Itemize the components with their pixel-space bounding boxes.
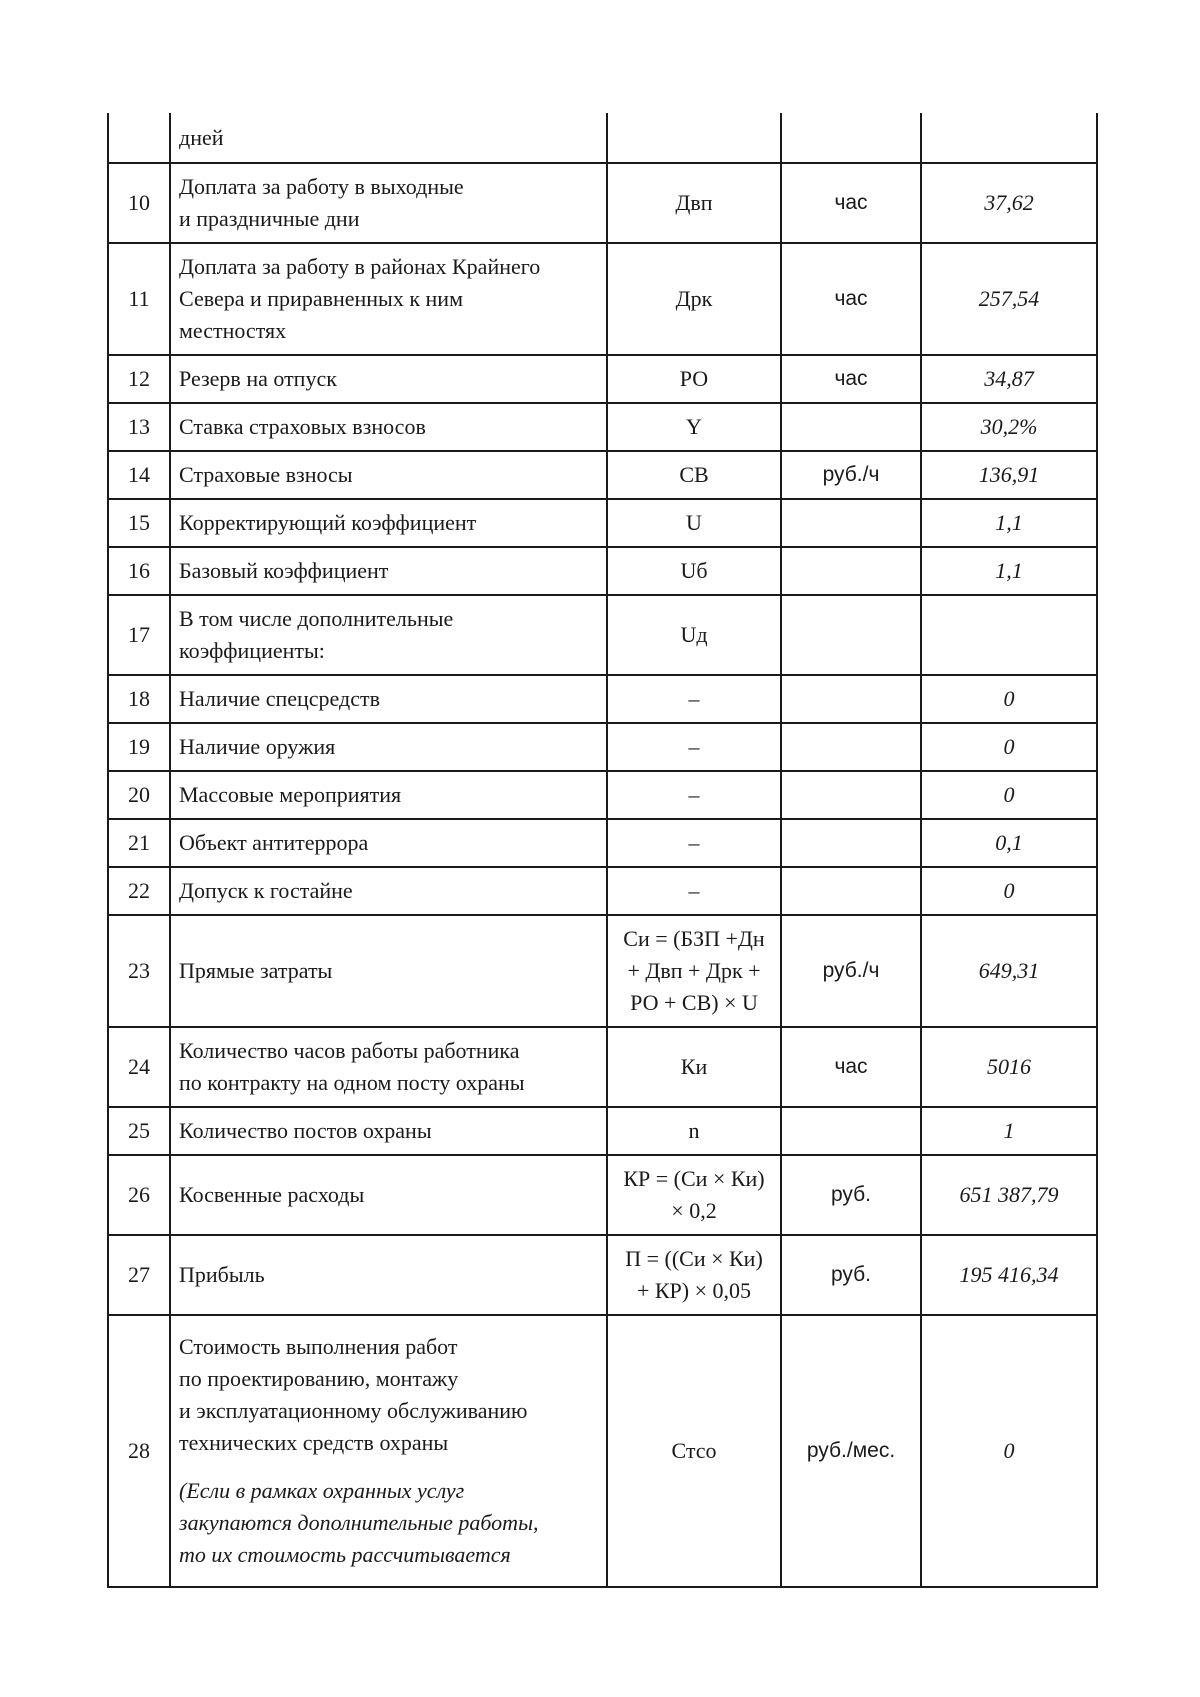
row-unit-cell: час <box>781 163 921 243</box>
row-unit-cell <box>781 867 921 915</box>
table-row <box>108 675 1097 723</box>
row-name-cell <box>170 451 607 499</box>
row-value-cell: 1 <box>921 1107 1097 1155</box>
row-number-cell: 18 <box>108 675 170 723</box>
row-note-line: закупаются дополнительные работы, <box>179 1510 539 1535</box>
row-name-cell <box>170 355 607 403</box>
row-name-cell <box>170 723 607 771</box>
row-value-cell: 136,91 <box>921 451 1097 499</box>
row-number-cell: 21 <box>108 819 170 867</box>
row-number-cell: 15 <box>108 499 170 547</box>
row-name-line: Наличие оружия <box>179 734 336 759</box>
row-symbol-cell <box>607 403 781 451</box>
row-name-line: Севера и приравненных к ним <box>179 286 463 311</box>
row-number-cell: 22 <box>108 867 170 915</box>
row-unit-cell <box>781 771 921 819</box>
row-value-cell <box>921 113 1097 163</box>
row-name-line: Ставка страховых взносов <box>179 414 426 439</box>
row-symbol-line: Стсо <box>671 1438 717 1463</box>
row-value-cell: 0 <box>921 675 1097 723</box>
row-unit-cell <box>781 1107 921 1155</box>
row-number-cell: 25 <box>108 1107 170 1155</box>
table-row <box>108 867 1097 915</box>
row-number-cell: 19 <box>108 723 170 771</box>
row-name-line: Страховые взносы <box>179 462 353 487</box>
row-number-cell: 16 <box>108 547 170 595</box>
row-name-cell <box>170 915 607 1027</box>
table-row <box>108 451 1097 499</box>
table-row <box>108 547 1097 595</box>
row-number-cell: 24 <box>108 1027 170 1107</box>
row-unit-cell: руб./ч <box>781 915 921 1027</box>
row-number-cell: 14 <box>108 451 170 499</box>
row-name-cell <box>170 819 607 867</box>
row-symbol-cell <box>607 675 781 723</box>
row-symbol-line: РО <box>679 366 709 391</box>
row-symbol-line: n <box>688 1118 700 1143</box>
row-symbol-cell <box>607 113 781 163</box>
row-value-cell: 0 <box>921 1315 1097 1587</box>
row-name-line: Косвенные расходы <box>179 1182 365 1207</box>
row-symbol-cell <box>607 867 781 915</box>
row-symbol-line: Си = (БЗП +Дн <box>623 926 765 951</box>
row-number-cell: 28 <box>108 1315 170 1587</box>
row-name-cell <box>170 595 607 675</box>
row-number-cell: 26 <box>108 1155 170 1235</box>
row-symbol-line: Y <box>686 414 702 439</box>
row-name-line: Допуск к гостайне <box>179 878 353 903</box>
row-note-line: то их стоимость рассчитывается <box>179 1542 511 1567</box>
row-number-cell <box>108 113 170 163</box>
row-name-line: Стоимость выполнения работ <box>179 1334 458 1359</box>
row-note-line: (Если в рамках охранных услуг <box>179 1478 465 1503</box>
table-row <box>108 819 1097 867</box>
row-symbol-cell <box>607 451 781 499</box>
row-symbol-cell <box>607 499 781 547</box>
table-row <box>108 915 1097 1027</box>
row-value-cell: 0 <box>921 867 1097 915</box>
row-symbol-line: РО + СВ) × U <box>630 990 758 1015</box>
row-name-line: Массовые мероприятия <box>179 782 402 807</box>
row-unit-cell <box>781 499 921 547</box>
row-symbol-cell <box>607 771 781 819</box>
row-symbol-line: – <box>688 686 700 711</box>
row-unit-cell <box>781 675 921 723</box>
table-row <box>108 1235 1097 1315</box>
row-symbol-line: – <box>688 734 700 759</box>
table-row <box>108 1107 1097 1155</box>
row-value-cell: 0,1 <box>921 819 1097 867</box>
row-symbol-line: + Двп + Дрк + <box>627 958 761 983</box>
table-row <box>108 355 1097 403</box>
table-row <box>108 771 1097 819</box>
row-unit-cell: руб./мес. <box>781 1315 921 1587</box>
row-symbol-line: СВ <box>679 462 709 487</box>
row-unit-cell: руб. <box>781 1235 921 1315</box>
row-unit-cell: час <box>781 355 921 403</box>
row-value-cell: 5016 <box>921 1027 1097 1107</box>
row-unit-cell: руб. <box>781 1155 921 1235</box>
row-name-line: В том числе дополнительные <box>179 606 454 631</box>
table-row <box>108 723 1097 771</box>
row-value-cell: 649,31 <box>921 915 1097 1027</box>
row-number-cell: 17 <box>108 595 170 675</box>
row-symbol-line: Uд <box>680 622 708 647</box>
row-name-line: Доплата за работу в районах Крайнего <box>179 254 541 279</box>
row-value-cell: 257,54 <box>921 243 1097 355</box>
row-name-cell <box>170 1027 607 1107</box>
row-symbol-line: – <box>688 782 700 807</box>
row-number-cell: 20 <box>108 771 170 819</box>
row-symbol-cell <box>607 723 781 771</box>
row-symbol-cell <box>607 1235 781 1315</box>
row-symbol-cell <box>607 1315 781 1587</box>
row-value-cell: 1,1 <box>921 499 1097 547</box>
row-name-cell <box>170 771 607 819</box>
row-symbol-cell <box>607 243 781 355</box>
row-unit-cell: час <box>781 1027 921 1107</box>
cost-calculation-table <box>107 113 1098 1588</box>
row-unit-cell <box>781 723 921 771</box>
row-name-line: по проектированию, монтажу <box>179 1366 459 1391</box>
row-name-line: местностях <box>179 318 287 343</box>
row-name-line: Количество постов охраны <box>179 1118 432 1143</box>
row-name-line: Доплата за работу в выходные <box>179 174 464 199</box>
row-unit-cell <box>781 403 921 451</box>
row-value-cell: 651 387,79 <box>921 1155 1097 1235</box>
row-name-cell: дней <box>170 113 607 163</box>
row-symbol-line: – <box>688 878 700 903</box>
row-value-cell: 195 416,34 <box>921 1235 1097 1315</box>
row-name-line: Резерв на отпуск <box>179 366 337 391</box>
row-symbol-cell <box>607 355 781 403</box>
row-name-line: Базовый коэффициент <box>179 558 389 583</box>
table-row <box>108 1027 1097 1107</box>
row-value-cell: 34,87 <box>921 355 1097 403</box>
row-note <box>179 1475 600 1571</box>
row-symbol-line: П = ((Си × Ки) <box>625 1246 763 1271</box>
row-name-line: Корректирующий коэффициент <box>179 510 477 535</box>
row-name-line: по контракту на одном посту охраны <box>179 1070 525 1095</box>
row-name-line: Прямые затраты <box>179 958 333 983</box>
row-number-cell: 11 <box>108 243 170 355</box>
table-row <box>108 243 1097 355</box>
row-symbol-cell <box>607 595 781 675</box>
row-symbol-cell <box>607 547 781 595</box>
row-name-cell <box>170 1315 607 1587</box>
row-name-cell <box>170 1235 607 1315</box>
table-row <box>108 403 1097 451</box>
row-symbol-cell <box>607 1155 781 1235</box>
row-symbol-line: Ки <box>680 1054 708 1079</box>
row-unit-cell: час <box>781 243 921 355</box>
row-symbol-cell <box>607 163 781 243</box>
row-unit-cell: руб./ч <box>781 451 921 499</box>
table-row <box>108 1155 1097 1235</box>
row-value-cell: 37,62 <box>921 163 1097 243</box>
row-unit-cell <box>781 595 921 675</box>
row-value-cell: 1,1 <box>921 547 1097 595</box>
row-symbol-line: U <box>686 510 702 535</box>
row-symbol-cell <box>607 819 781 867</box>
row-name-cell <box>170 1155 607 1235</box>
row-symbol-line: + КР) × 0,05 <box>636 1278 752 1303</box>
row-name-cell <box>170 163 607 243</box>
row-number-cell: 10 <box>108 163 170 243</box>
row-number-cell: 27 <box>108 1235 170 1315</box>
row-symbol-cell <box>607 1027 781 1107</box>
table-row-continuation <box>108 113 1097 163</box>
row-unit-cell <box>781 547 921 595</box>
row-name-line: Наличие спецсредств <box>179 686 380 711</box>
table-row <box>108 1315 1097 1587</box>
row-symbol-line: Uб <box>680 558 708 583</box>
row-symbol-line: – <box>688 830 700 855</box>
row-name-cell <box>170 867 607 915</box>
table-row <box>108 163 1097 243</box>
table-row <box>108 595 1097 675</box>
row-symbol-cell <box>607 915 781 1027</box>
row-name-line: Прибыль <box>179 1262 265 1287</box>
row-symbol-line: Двп <box>675 190 713 215</box>
row-value-cell: 30,2% <box>921 403 1097 451</box>
row-unit-cell <box>781 819 921 867</box>
row-number-cell: 12 <box>108 355 170 403</box>
row-name-cell <box>170 243 607 355</box>
row-symbol-line: × 0,2 <box>671 1198 717 1223</box>
row-number-cell: 23 <box>108 915 170 1027</box>
row-name-cell <box>170 1107 607 1155</box>
table-row <box>108 499 1097 547</box>
row-name-line: Количество часов работы работника <box>179 1038 520 1063</box>
row-name-line: и эксплуатационному обслуживанию <box>179 1398 528 1423</box>
row-name-line: и праздничные дни <box>179 206 360 231</box>
row-symbol-line: КР = (Си × Ки) <box>623 1166 765 1191</box>
row-value-cell <box>921 595 1097 675</box>
row-value-cell: 0 <box>921 723 1097 771</box>
row-symbol-cell <box>607 1107 781 1155</box>
row-name-line: коэффициенты: <box>179 638 325 663</box>
row-name-cell <box>170 547 607 595</box>
row-name-line: Объект антитеррора <box>179 830 369 855</box>
row-value-cell: 0 <box>921 771 1097 819</box>
row-name-cell <box>170 499 607 547</box>
row-name-cell <box>170 403 607 451</box>
row-unit-cell <box>781 113 921 163</box>
table-body <box>108 113 1097 1587</box>
row-number-cell: 13 <box>108 403 170 451</box>
row-name-line: технических средств охраны <box>179 1430 449 1455</box>
row-symbol-line: Дрк <box>675 286 713 311</box>
row-name-cell <box>170 675 607 723</box>
